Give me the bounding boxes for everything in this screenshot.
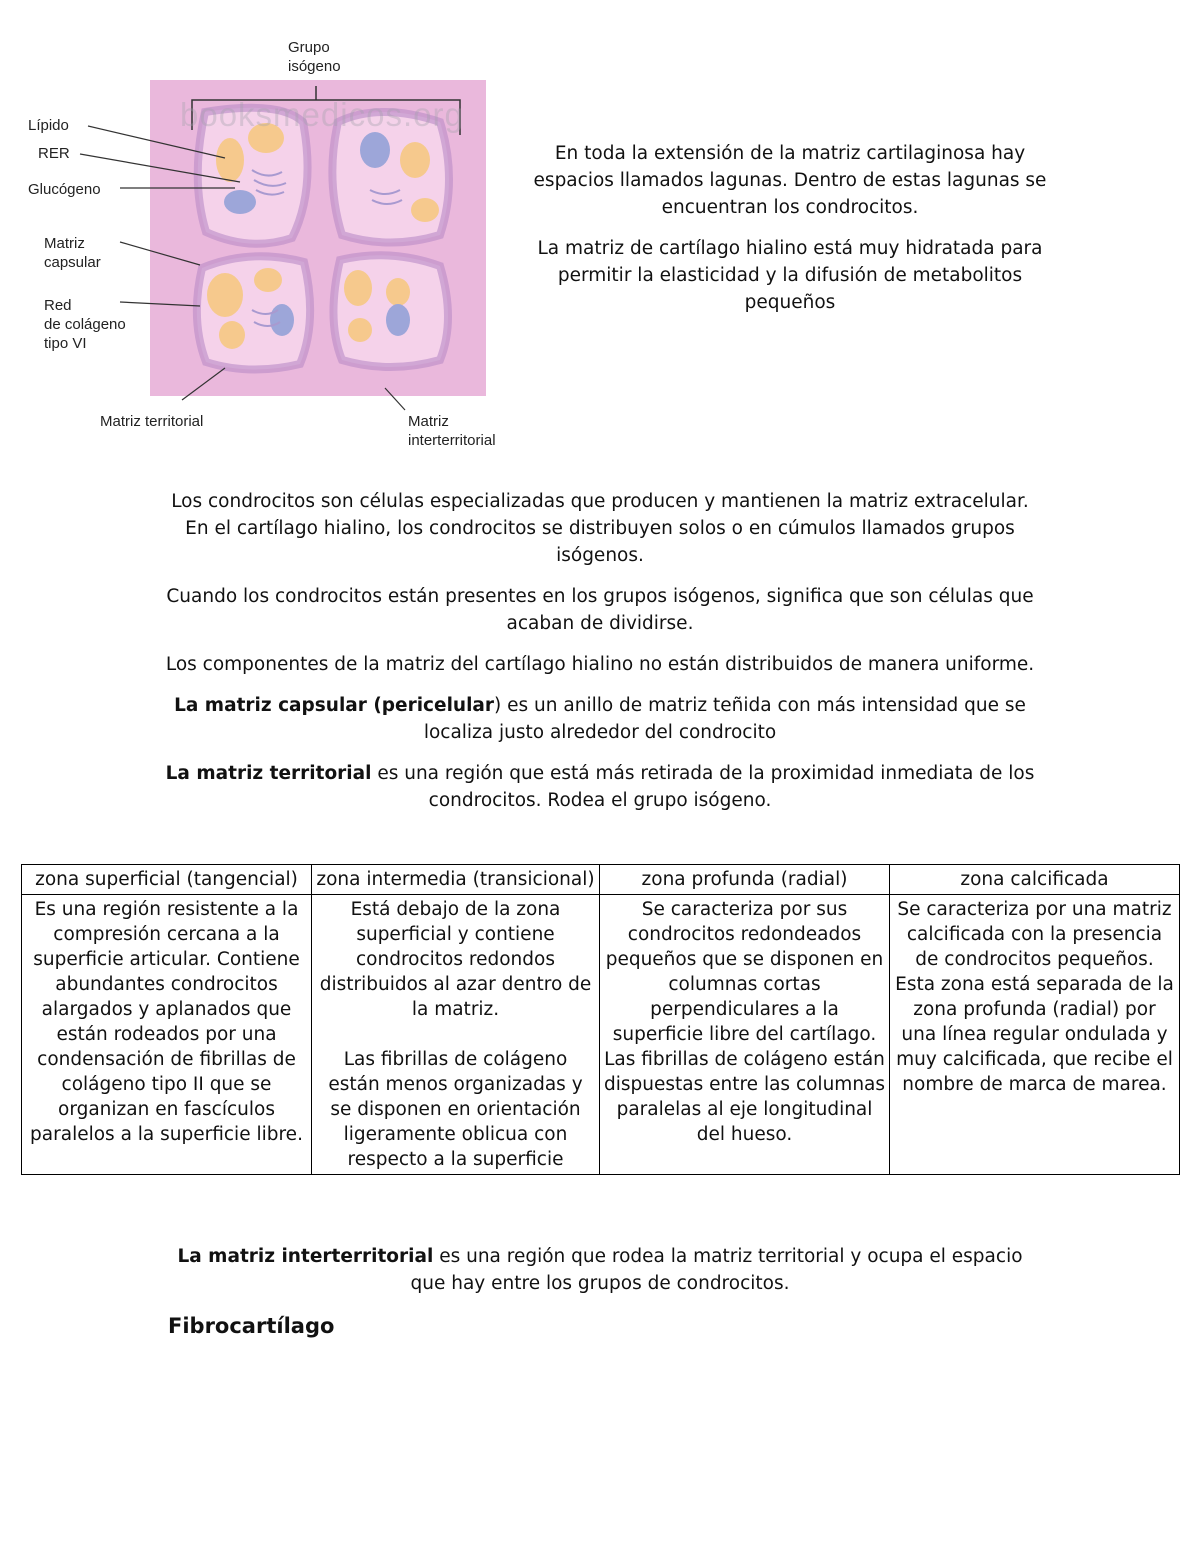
cartilage-zones-table <box>21 864 1180 1175</box>
intro-paragraph: En toda la extensión de la matriz cartilaginosa hay espacios llamados lagunas. Dentro de estas lagunas se encuentran los condrocitos. <box>533 143 1047 218</box>
section-heading: Fibrocartílago <box>168 1314 335 1338</box>
intro-paragraph: La matriz de cartílago hialino está muy hidratada para permitir la elasticidad y la difusión de metabolitos pequeños <box>537 238 1043 313</box>
paragraph-text: ) es un anillo de matriz teñida con más intensidad que se localiza justo alrededor del condrocito <box>423 695 1026 743</box>
table-cell <box>22 895 312 1175</box>
bold-term: La matriz territorial <box>165 763 372 784</box>
label-glucogeno: Glucógeno <box>28 181 101 198</box>
body-paragraph-territorial <box>160 760 1040 814</box>
table-row <box>22 895 1180 1175</box>
body-paragraph: Los condrocitos son células especializadas que producen y mantienen la matriz extracelular. En el cartílago hialino, los condrocitos se distribuyen solos o en cúmulos llamados grupos isógenos. <box>171 491 1029 566</box>
watermark-text: booksmedicos.org <box>180 96 464 133</box>
table-cell <box>600 895 890 1175</box>
body-text-block <box>160 488 1040 828</box>
cell-text: Las fibrillas de colágeno están menos organizadas y se disponen en orientación ligeramente oblicua con respecto a la superficie <box>328 1049 583 1170</box>
cell-text: Está debajo de la zona superficial y contiene condrocitos redondos distribuidos al azar dentro de la matriz. <box>319 899 592 1020</box>
table-header-cell: zona calcificada <box>890 865 1180 895</box>
label-grupo-isogeno: Grupo isógeno <box>288 39 341 75</box>
cartilage-figure <box>20 30 520 460</box>
intro-text-block <box>530 140 1050 330</box>
lacuna-bottom-right <box>333 255 448 367</box>
table-header-cell: zona superficial (tangencial) <box>22 865 312 895</box>
table-header-cell: zona profunda (radial) <box>600 865 890 895</box>
label-matriz-interterritorial: Matriz interterritorial <box>408 413 496 449</box>
table-cell <box>890 895 1180 1175</box>
interterritorial-paragraph <box>160 1243 1040 1297</box>
paragraph-text: es una región que está más retirada de la proximidad inmediata de los condrocitos. Rodea el grupo isógeno. <box>371 763 1035 811</box>
body-paragraph: Cuando los condrocitos están presentes en los grupos isógenos, significa que son células que acaban de dividirse. <box>166 586 1034 634</box>
cell-text: Es una región resistente a la compresión cercana a la superficie articular. Contiene abundantes condrocitos alargados y aplanados que están rodeados por una condensación de fibrillas de colágeno tipo II que se organizan en fascículos paralelos a la superficie libre. <box>30 899 303 1145</box>
bold-term: La matriz interterritorial <box>177 1246 434 1267</box>
body-paragraph: Los componentes de la matriz del cartílago hialino no están distribuidos de manera uniforme. <box>165 654 1035 675</box>
label-rer: RER <box>38 145 70 162</box>
table-cell <box>312 895 600 1175</box>
label-matriz-territorial: Matriz territorial <box>100 413 204 430</box>
paragraph-text: es una región que rodea la matriz territorial y ocupa el espacio que hay entre los grupos de condrocitos. <box>410 1246 1023 1294</box>
body-paragraph-capsular <box>160 692 1040 746</box>
lacuna-bottom-left <box>197 256 310 369</box>
table-header-row <box>22 865 1180 895</box>
cell-text: Se caracteriza por sus condrocitos redondeados pequeños que se disponen en columnas cortas perpendiculares a la superficie libre del cartílago. Las fibrillas de colágeno están dispuestas entre las columnas paralelas al eje longitudinal del hueso. <box>604 899 886 1145</box>
table-header-cell: zona intermedia (transicional) <box>312 865 600 895</box>
label-red-colageno: Red de colágeno tipo VI <box>44 297 126 352</box>
bold-term: La matriz capsular (pericelular <box>174 695 495 716</box>
label-lipido: Lípido <box>28 117 69 134</box>
cell-text: Se caracteriza por una matriz calcificada con la presencia de condrocitos pequeños. Esta zona está separada de la zona profunda (radial) por una línea regular ondulada y muy calcificada, que recibe el nombre de marca de marea. <box>895 899 1174 1095</box>
label-matriz-capsular: Matriz capsular <box>44 235 101 271</box>
